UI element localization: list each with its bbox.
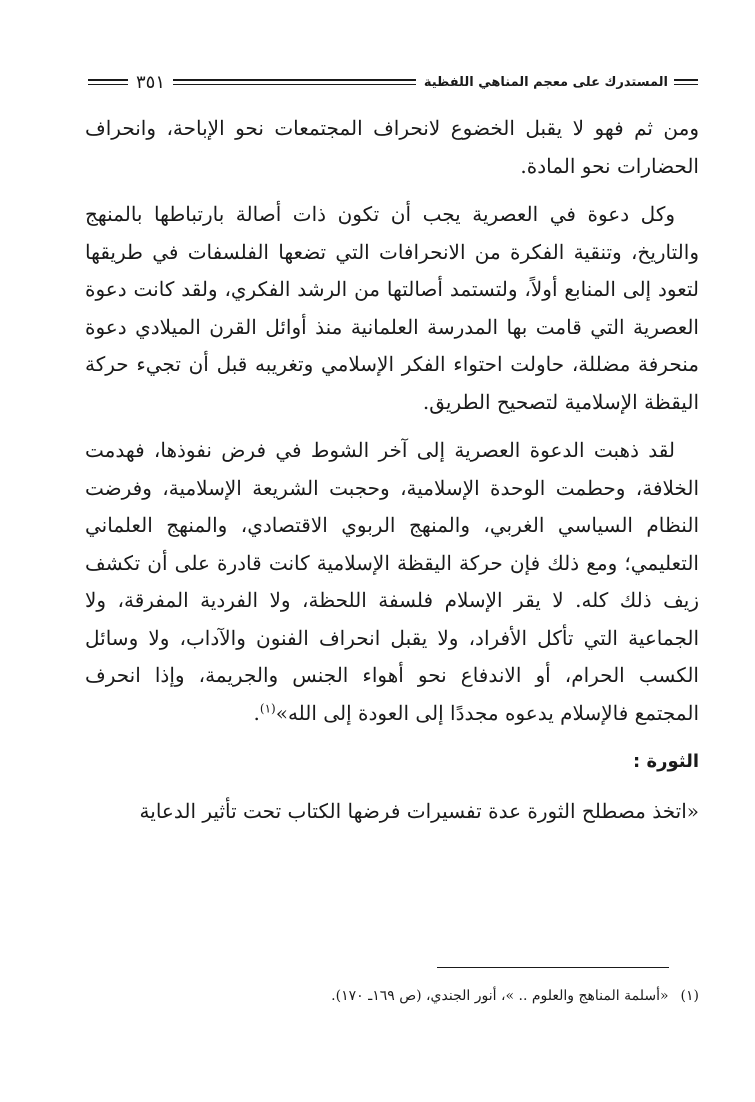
main-text <box>85 110 699 841</box>
footnote-text: «أسلمة المناهج والعلوم .. »، أنور الجندي، (ص ١٦٩ـ ١٧٠). <box>331 988 669 1004</box>
footnote-separator <box>437 967 669 968</box>
paragraph-3 <box>85 432 699 732</box>
paragraph-3-text: لقد ذهبت الدعوة العصرية إلى آخر الشوط في فرض نفوذها، فهدمت الخلافة، وحطمت الوحدة الإسلامية، وحجبت الشريعة الإسلامية، وفرضت النظام السياسي الغربي، والمنهج الربوي الاقتصادي، والمنهج العلماني التعليمي؛ ومع ذلك فإن حركة اليقظة الإسلامية كانت قادرة على أن تكشف زيف ذلك كله. لا يقر الإسلام فلسفة اللحظة، ولا الفردية المفرقة، ولا الجماعية التي تأكل الأفراد، ولا يقبل انحراف الفنون والآداب، ولا وسائل الكسب الحرام، أو الاندفاع نحو أهواء الجنس والجريمة، وإذا انحرف المجتمع فالإسلام يدعوه مجددًا إلى العودة إلى الله» <box>85 438 699 725</box>
footnote <box>85 985 699 1007</box>
running-header <box>88 70 698 94</box>
paragraph-4: «اتخذ مصطلح الثورة عدة تفسيرات فرضها الكتاب تحت تأثير الدعاية <box>139 798 699 823</box>
section-heading: الثورة : <box>632 751 699 772</box>
footnote-reference: (١) <box>259 700 276 715</box>
paragraph-3-end: . <box>253 700 260 725</box>
header-rule <box>173 79 416 85</box>
page-number: ٣٥١ <box>136 71 166 93</box>
running-header-title: المستدرك على معجم المناهي اللفظية <box>423 74 668 90</box>
paragraph-2: وكل دعوة في العصرية يجب أن تكون ذات أصالة بارتباطها بالمنهج والتاريخ، وتنقية الفكرة من الانحرافات التي تضعها الفلسفات في طريقها لتعود إلى المنابع أولاً، ولتستمد أصالتها من الرشد الفكري، ولقد كانت دعوة العصرية التي قامت بها المدرسة العلمانية منذ أوائل القرن الميلادي دعوة منحرفة مضللة، حاولت احتواء الفكر الإسلامي وتغريبه قبل أن تجيء حركة اليقظة الإسلامية لتصحيح الطريق. <box>85 202 699 414</box>
paragraph-1: ومن ثم فهو لا يقبل الخضوع لانحراف المجتمعات نحو الإباحة، وانحراف الحضارات نحو المادة. <box>85 116 699 178</box>
footnote-number: (١) <box>680 988 699 1004</box>
header-rule-short <box>674 79 698 85</box>
header-rule-end <box>88 79 128 85</box>
